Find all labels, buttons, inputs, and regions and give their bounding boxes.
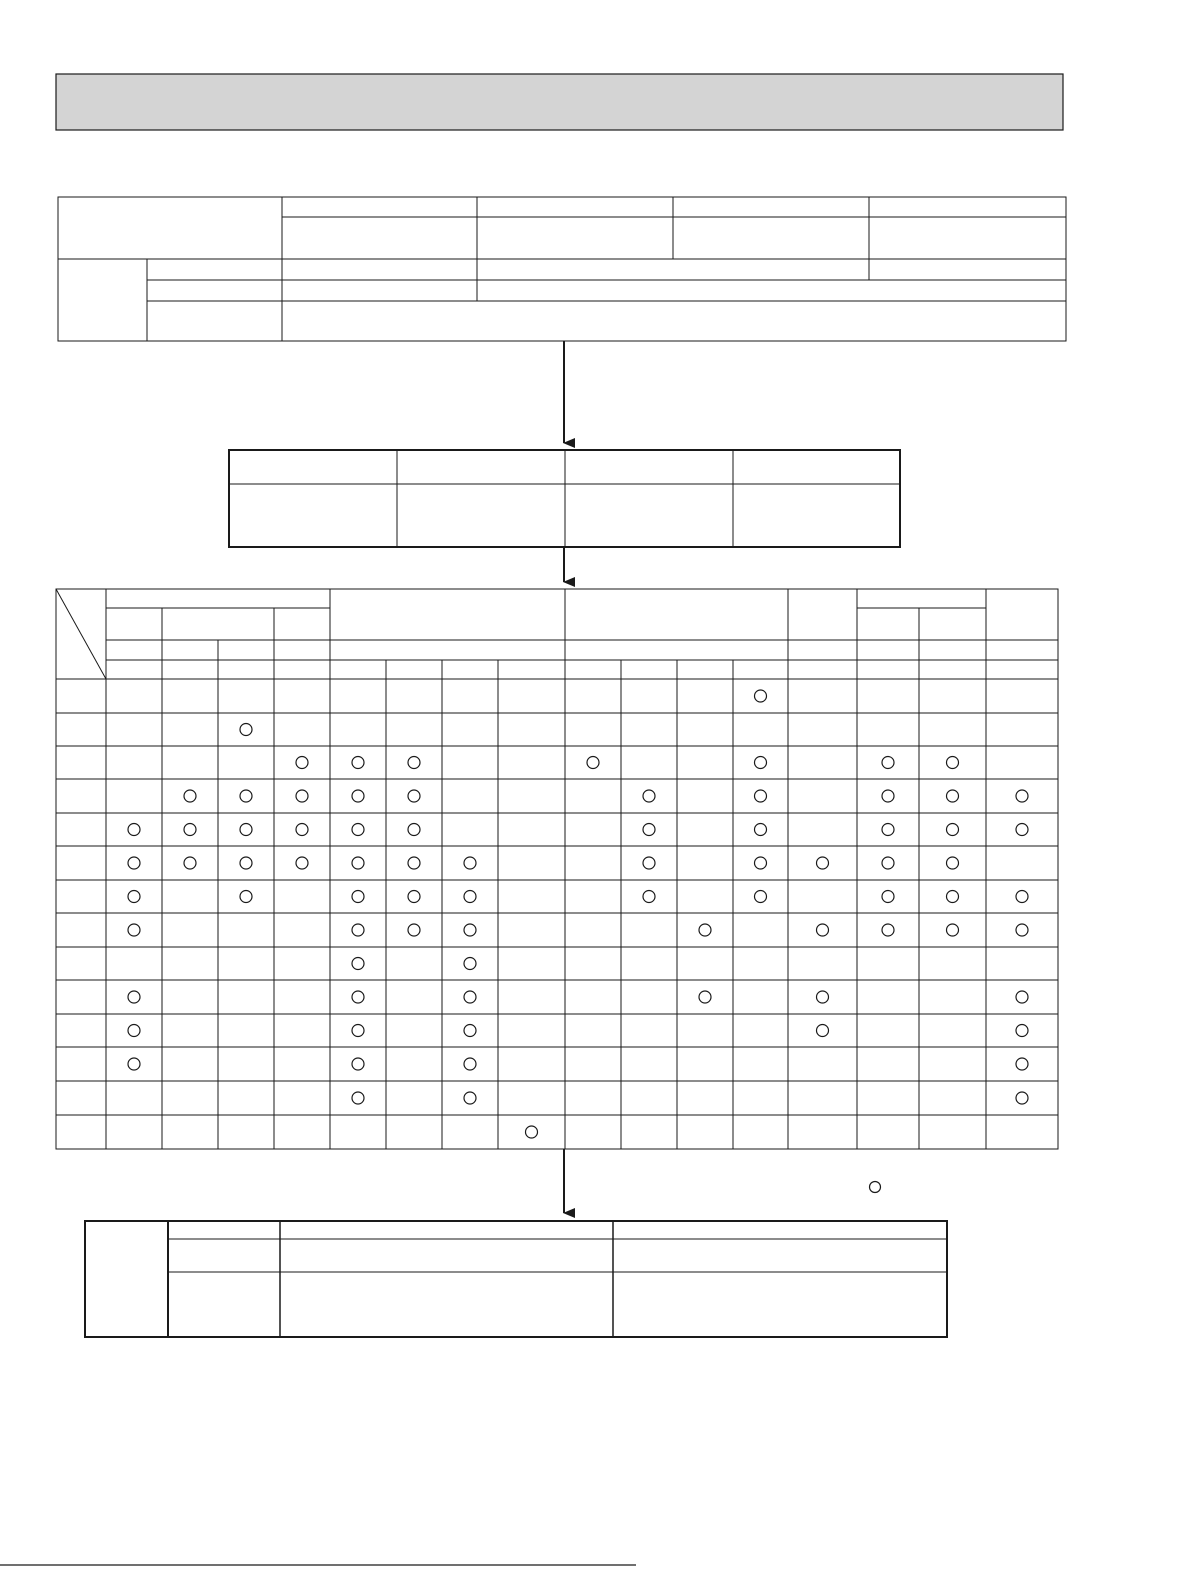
spec-table-border bbox=[58, 197, 1066, 341]
matrix-circle-mark bbox=[755, 824, 767, 836]
matrix-circle-mark bbox=[464, 1058, 476, 1070]
matrix-circle-mark bbox=[240, 724, 252, 736]
matrix-circle-mark bbox=[128, 924, 140, 936]
matrix-circle-mark bbox=[947, 824, 959, 836]
matrix-circle-mark bbox=[184, 824, 196, 836]
matrix-circle-mark bbox=[817, 991, 829, 1003]
matrix-circle-mark bbox=[240, 790, 252, 802]
matrix-circle-mark bbox=[240, 824, 252, 836]
matrix-circle-mark bbox=[352, 1058, 364, 1070]
matrix-circle-mark bbox=[408, 891, 420, 903]
matrix-circle-mark bbox=[352, 757, 364, 769]
matrix-circle-mark bbox=[755, 690, 767, 702]
matrix-circle-mark bbox=[464, 1025, 476, 1037]
matrix-circle-mark bbox=[296, 857, 308, 869]
symptom-matrix-marks bbox=[128, 690, 1028, 1138]
middle-table bbox=[229, 450, 900, 547]
matrix-circle-mark bbox=[643, 824, 655, 836]
matrix-circle-mark bbox=[817, 1025, 829, 1037]
matrix-circle-mark bbox=[755, 790, 767, 802]
title-banner bbox=[56, 74, 1063, 130]
matrix-circle-mark bbox=[1016, 1058, 1028, 1070]
bottom-table bbox=[85, 1221, 947, 1337]
matrix-circle-mark bbox=[1016, 891, 1028, 903]
matrix-circle-mark bbox=[408, 757, 420, 769]
matrix-circle-mark bbox=[352, 924, 364, 936]
matrix-circle-mark bbox=[643, 857, 655, 869]
matrix-circle-mark bbox=[352, 857, 364, 869]
matrix-circle-mark bbox=[464, 991, 476, 1003]
matrix-circle-mark bbox=[352, 891, 364, 903]
matrix-circle-mark bbox=[464, 958, 476, 970]
matrix-circle-mark bbox=[755, 891, 767, 903]
matrix-circle-mark bbox=[882, 757, 894, 769]
symptom-matrix bbox=[56, 589, 1058, 1149]
matrix-circle-mark bbox=[526, 1126, 538, 1138]
matrix-circle-mark bbox=[128, 891, 140, 903]
matrix-circle-mark bbox=[587, 757, 599, 769]
matrix-circle-mark bbox=[755, 757, 767, 769]
matrix-circle-mark bbox=[1016, 1025, 1028, 1037]
matrix-circle-mark bbox=[643, 790, 655, 802]
matrix-circle-mark bbox=[352, 958, 364, 970]
matrix-circle-mark bbox=[643, 891, 655, 903]
matrix-circle-mark bbox=[882, 790, 894, 802]
matrix-circle-mark bbox=[408, 924, 420, 936]
matrix-circle-mark bbox=[1016, 824, 1028, 836]
matrix-circle-mark bbox=[1016, 1092, 1028, 1104]
bottom-table-border bbox=[85, 1221, 947, 1337]
spec-table bbox=[58, 197, 1066, 341]
matrix-circle-mark bbox=[240, 857, 252, 869]
matrix-circle-mark bbox=[464, 857, 476, 869]
matrix-circle-mark bbox=[817, 857, 829, 869]
matrix-border bbox=[56, 589, 1058, 1149]
matrix-circle-mark bbox=[1016, 991, 1028, 1003]
matrix-circle-mark bbox=[882, 857, 894, 869]
matrix-circle-mark bbox=[882, 824, 894, 836]
matrix-circle-mark bbox=[947, 757, 959, 769]
matrix-circle-mark bbox=[184, 790, 196, 802]
matrix-circle-mark bbox=[817, 924, 829, 936]
matrix-circle-mark bbox=[184, 857, 196, 869]
matrix-circle-mark bbox=[882, 924, 894, 936]
matrix-circle-mark bbox=[352, 991, 364, 1003]
matrix-circle-mark bbox=[699, 924, 711, 936]
matrix-circle-mark bbox=[464, 1092, 476, 1104]
matrix-circle-mark bbox=[947, 924, 959, 936]
matrix-circle-mark bbox=[947, 857, 959, 869]
matrix-circle-mark bbox=[1016, 790, 1028, 802]
matrix-circle-mark bbox=[128, 824, 140, 836]
matrix-circle-mark bbox=[464, 924, 476, 936]
matrix-circle-mark bbox=[352, 1092, 364, 1104]
matrix-circle-mark bbox=[947, 891, 959, 903]
matrix-corner-diagonal bbox=[56, 589, 106, 679]
matrix-circle-mark bbox=[128, 1058, 140, 1070]
matrix-circle-mark bbox=[128, 991, 140, 1003]
matrix-circle-mark bbox=[296, 790, 308, 802]
matrix-circle-mark bbox=[128, 857, 140, 869]
title-banner-box bbox=[56, 74, 1063, 130]
matrix-circle-mark bbox=[882, 891, 894, 903]
matrix-circle-mark bbox=[352, 790, 364, 802]
matrix-circle-mark bbox=[352, 1025, 364, 1037]
matrix-circle-mark bbox=[296, 824, 308, 836]
matrix-circle-mark bbox=[296, 757, 308, 769]
legend-circle-mark bbox=[870, 1182, 881, 1193]
matrix-circle-mark bbox=[947, 790, 959, 802]
matrix-circle-mark bbox=[1016, 924, 1028, 936]
matrix-circle-mark bbox=[128, 1025, 140, 1037]
matrix-circle-mark bbox=[699, 991, 711, 1003]
matrix-circle-mark bbox=[464, 891, 476, 903]
matrix-circle-mark bbox=[408, 857, 420, 869]
matrix-circle-mark bbox=[408, 824, 420, 836]
matrix-circle-mark bbox=[408, 790, 420, 802]
matrix-circle-mark bbox=[240, 891, 252, 903]
matrix-circle-mark bbox=[755, 857, 767, 869]
matrix-circle-mark bbox=[352, 824, 364, 836]
